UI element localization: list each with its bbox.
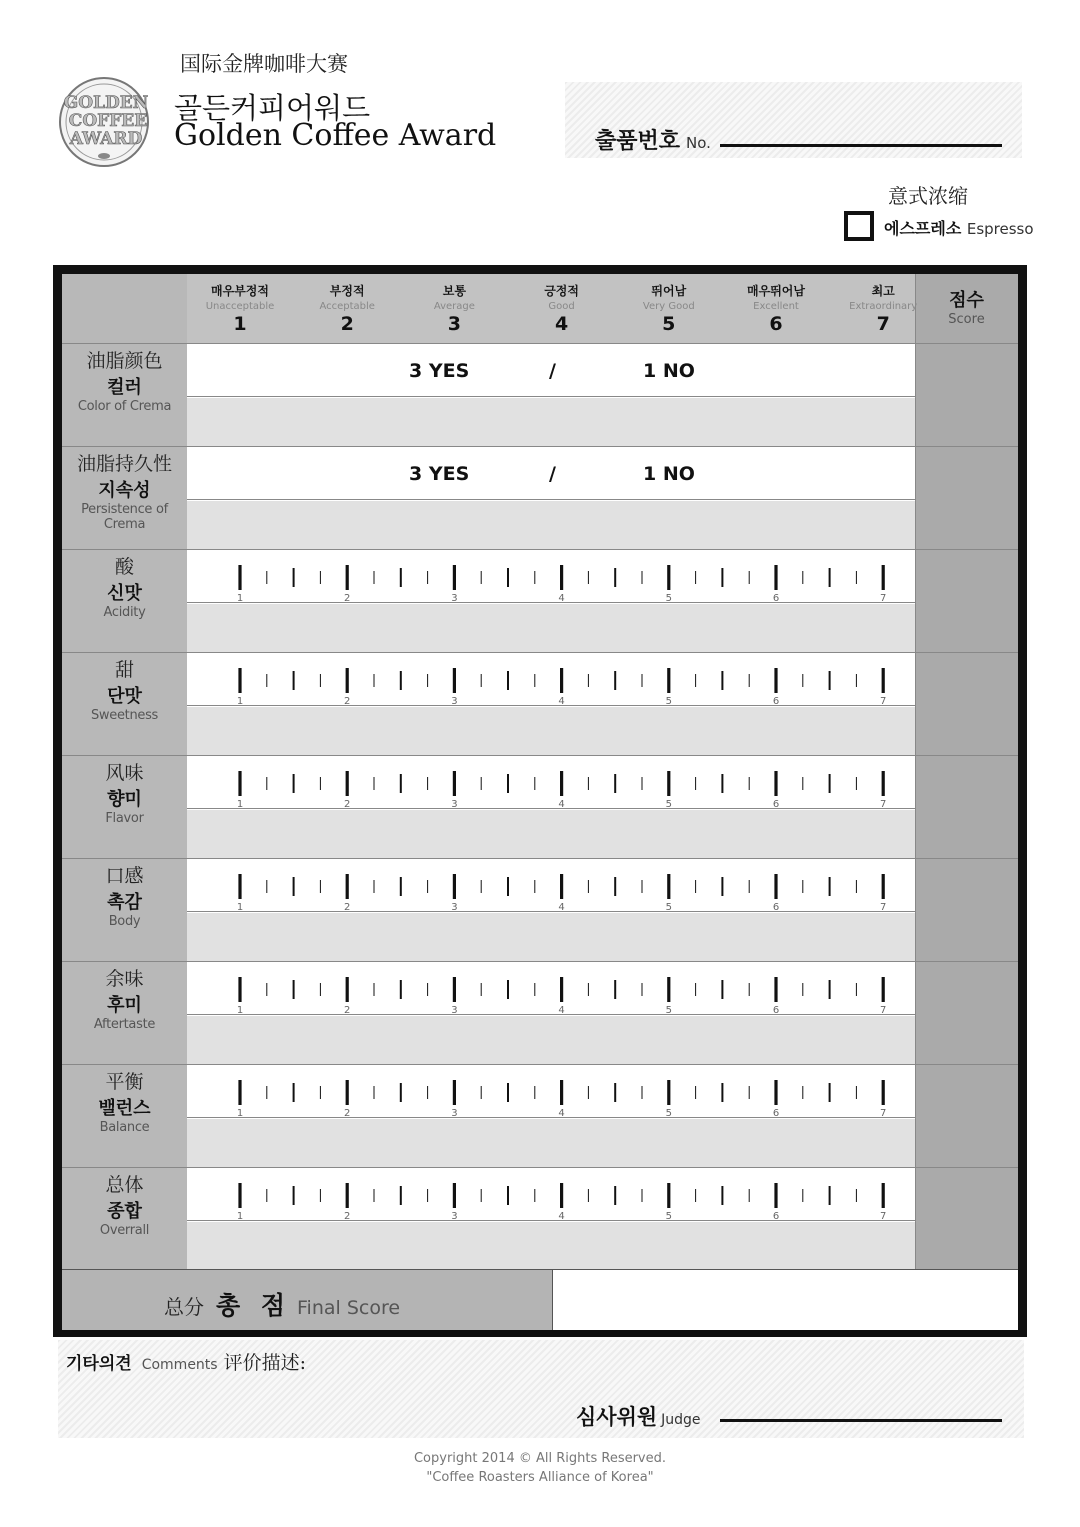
criterion-label [62, 1065, 187, 1168]
scale-tick-label: 4 [558, 1108, 565, 1118]
scale-tick-label: 2 [344, 799, 351, 809]
criterion-label-en: Aftertaste [93, 1017, 156, 1032]
criterion-label-en: Overrall [99, 1223, 150, 1238]
scale-tick-label: 7 [880, 696, 887, 706]
scale-answer-area[interactable] [187, 962, 915, 1015]
criterion-row [62, 858, 1018, 961]
criterion-label-cn: 余味 [105, 968, 144, 990]
criterion-label-ko: 촉감 [107, 892, 142, 913]
criterion-label-cn: 平衡 [105, 1071, 144, 1093]
scale-tick-label: 5 [665, 1211, 672, 1221]
scale-tick-label: 1 [236, 593, 244, 603]
svg-text:GOLDEN: GOLDEN [63, 93, 149, 113]
scale-tick-label: 2 [344, 902, 351, 912]
notes-strip[interactable] [187, 1222, 915, 1271]
scale-tick-label: 3 [451, 902, 458, 912]
scale-answer-area[interactable] [187, 1065, 915, 1118]
criterion-label [62, 550, 187, 653]
copyright [0, 1449, 1080, 1487]
notes-strip[interactable] [187, 604, 915, 653]
golden-coffee-award-logo [56, 70, 156, 170]
scale-header-7: 최고 Extraordinary 7 [849, 284, 918, 335]
rating-scale[interactable] [187, 1168, 915, 1221]
criterion-label-cn: 口感 [105, 865, 144, 887]
notes-strip[interactable] [187, 398, 915, 447]
criterion-row [62, 343, 1018, 446]
scale-tick-label: 3 [451, 1108, 458, 1118]
rating-scale[interactable] [187, 962, 915, 1015]
scale-tick-label: 7 [880, 1005, 887, 1015]
notes-strip[interactable] [187, 810, 915, 859]
title-english: Golden Coffee Award [174, 118, 497, 153]
criterion-label [62, 756, 187, 859]
scale-tick-label: 2 [344, 1211, 351, 1221]
scale-tick-label: 5 [665, 799, 672, 809]
scale-tick-label: 6 [772, 696, 780, 706]
scale-tick-label: 4 [558, 1211, 565, 1221]
scale-tick-label: 6 [772, 799, 780, 809]
scale-tick-label: 2 [344, 593, 351, 603]
scale-tick-label: 7 [880, 902, 887, 912]
scale-tick-label: 1 [236, 799, 244, 809]
scale-tick-label: 7 [880, 593, 887, 603]
yes-option[interactable]: 3 YES [409, 360, 470, 382]
criterion-label-cn: 总体 [105, 1174, 144, 1196]
criterion-label-en: Sweetness [90, 708, 159, 723]
scale-tick-label: 1 [236, 1108, 244, 1118]
scale-tick-label: 6 [772, 1108, 780, 1118]
rating-scale[interactable] [187, 550, 915, 603]
criterion-label [62, 859, 187, 962]
criterion-label [62, 962, 187, 1065]
scale-header-3: 보통 Average 3 [433, 284, 475, 335]
scale-tick-label: 4 [558, 1005, 565, 1015]
scale-header-5: 뛰어남 Very Good 5 [642, 284, 695, 335]
criterion-label-en: Persistence of Crema [81, 502, 168, 532]
score-header: 점수 Score [948, 290, 985, 327]
scale-answer-area[interactable] [187, 1168, 915, 1221]
criterion-label [62, 1168, 187, 1271]
rating-scale[interactable] [187, 653, 915, 706]
criterion-label-cn: 酸 [114, 556, 134, 578]
final-score-row [62, 1269, 1018, 1329]
final-score-ko: 총 점 [216, 1291, 292, 1320]
comments-label: 기타의견 Comments 评价描述: [66, 1352, 306, 1374]
scale-tick-label: 3 [451, 1005, 458, 1015]
scale-tick-label: 4 [558, 593, 565, 603]
criterion-row [62, 652, 1018, 755]
final-score-cn: 总分 [164, 1295, 204, 1319]
final-score-input[interactable] [552, 1270, 1018, 1330]
espresso-checkbox[interactable] [844, 211, 874, 241]
criterion-row [62, 549, 1018, 652]
criterion-label-ko: 컬러 [107, 377, 142, 398]
title-korean: 골든커피어워드 [174, 91, 371, 125]
copyright-line-2: "Coffee Roasters Alliance of Korea" [426, 1470, 654, 1485]
criterion-label-en: Balance [99, 1120, 150, 1135]
yes-no-separator: / [549, 360, 556, 382]
scale-answer-area[interactable] [187, 550, 915, 603]
svg-text:AWARD: AWARD [69, 129, 143, 149]
no-option[interactable]: 1 NO [643, 463, 695, 485]
scale-answer-area[interactable] [187, 653, 915, 706]
espresso-label: 에스프레소 Espresso [884, 219, 1034, 238]
scale-tick-label: 4 [558, 799, 565, 809]
scale-tick-label: 5 [665, 696, 672, 706]
rating-scale[interactable] [187, 756, 915, 809]
scale-tick-label: 5 [665, 1005, 672, 1015]
criterion-label-cn: 油脂颜色 [86, 350, 163, 372]
criterion-row [62, 755, 1018, 858]
yes-no-answer-area[interactable] [187, 447, 915, 500]
yes-option[interactable]: 3 YES [409, 463, 470, 485]
scale-answer-area[interactable] [187, 859, 915, 912]
scale-tick-label: 2 [344, 696, 351, 706]
score-sheet [53, 265, 1027, 1337]
final-score-en: Final Score [297, 1297, 401, 1319]
svg-text:COFFEE: COFFEE [68, 111, 148, 131]
scale-tick-label: 1 [236, 902, 244, 912]
scale-tick-label: 3 [451, 696, 458, 706]
criterion-label-ko: 지속성 [98, 480, 151, 501]
scale-tick-label: 7 [880, 799, 887, 809]
scale-tick-label: 6 [772, 1211, 780, 1221]
rating-scale[interactable] [187, 859, 915, 912]
criterion-label-en: Flavor [105, 811, 144, 826]
scale-tick-label: 3 [451, 593, 458, 603]
criterion-row [62, 961, 1018, 1064]
scale-tick-label: 1 [236, 696, 244, 706]
notes-strip[interactable] [187, 913, 915, 962]
scale-tick-label: 7 [880, 1211, 887, 1221]
final-score-label-cell [62, 1270, 552, 1330]
scale-tick-label: 6 [772, 1005, 780, 1015]
notes-strip[interactable] [187, 707, 915, 756]
scale-tick-label: 5 [665, 593, 672, 603]
criterion-label-en: Body [108, 914, 141, 929]
criterion-row [62, 446, 1018, 549]
criterion-label-en: Color of Crema [77, 399, 172, 414]
criterion-label [62, 653, 187, 756]
criterion-label [62, 447, 187, 550]
notes-strip[interactable] [187, 501, 915, 550]
no-option[interactable]: 1 NO [643, 360, 695, 382]
scale-header-1: 매우부정적 Unacceptable 1 [205, 284, 275, 335]
scale-tick-label: 4 [558, 696, 565, 706]
criterion-label [62, 344, 187, 447]
scale-tick-label: 2 [344, 1108, 351, 1118]
criterion-label-ko: 밸런스 [98, 1098, 151, 1119]
scale-header-6: 매우뛰어남 Excellent 6 [747, 284, 805, 335]
criterion-label-en: Acidity [103, 605, 146, 620]
scale-header-4: 긍정적 Good 4 [544, 284, 579, 335]
entry-number-field[interactable] [720, 144, 1002, 147]
scale-tick-label: 6 [772, 902, 780, 912]
criterion-label-cn: 油脂持久性 [76, 453, 172, 475]
copyright-line-1: Copyright 2014 © All Rights Reserved. [413, 1451, 667, 1466]
scale-tick-label: 3 [451, 1211, 458, 1221]
scale-tick-label: 6 [772, 593, 780, 603]
espresso-label-chinese: 意式浓缩 [888, 184, 968, 208]
notes-strip[interactable] [187, 1119, 915, 1168]
title-chinese: 国际金牌咖啡大赛 [180, 52, 348, 76]
entry-number-label: 출품번호 No. [595, 129, 711, 154]
criterion-label-cn: 风味 [105, 762, 144, 784]
scale-tick-label: 4 [558, 902, 565, 912]
criterion-row [62, 1167, 1018, 1270]
criterion-label-cn: 甜 [114, 659, 134, 681]
scale-header-2: 부정적 Acceptable 2 [319, 284, 375, 335]
criterion-label-ko: 신맛 [107, 583, 142, 604]
scale-answer-area[interactable] [187, 756, 915, 809]
scale-tick-label: 1 [236, 1211, 244, 1221]
scale-tick-label: 5 [665, 902, 672, 912]
notes-strip[interactable] [187, 1016, 915, 1065]
yes-no-answer-area[interactable] [187, 344, 915, 397]
scale-tick-label: 2 [344, 1005, 351, 1015]
criterion-label-ko: 단맛 [107, 686, 142, 707]
criterion-label-ko: 종합 [107, 1201, 142, 1222]
judge-label: 심사위원 Judge [576, 1405, 701, 1429]
scale-tick-label: 3 [451, 799, 458, 809]
judge-signature-field[interactable] [720, 1419, 1002, 1422]
scale-tick-label: 5 [665, 1108, 672, 1118]
scale-tick-label: 7 [880, 1108, 887, 1118]
criterion-label-ko: 후미 [107, 995, 142, 1016]
criterion-label-ko: 향미 [107, 789, 142, 810]
rating-scale[interactable] [187, 1065, 915, 1118]
yes-no-separator: / [549, 463, 556, 485]
criterion-row [62, 1064, 1018, 1167]
scale-tick-label: 1 [236, 1005, 244, 1015]
